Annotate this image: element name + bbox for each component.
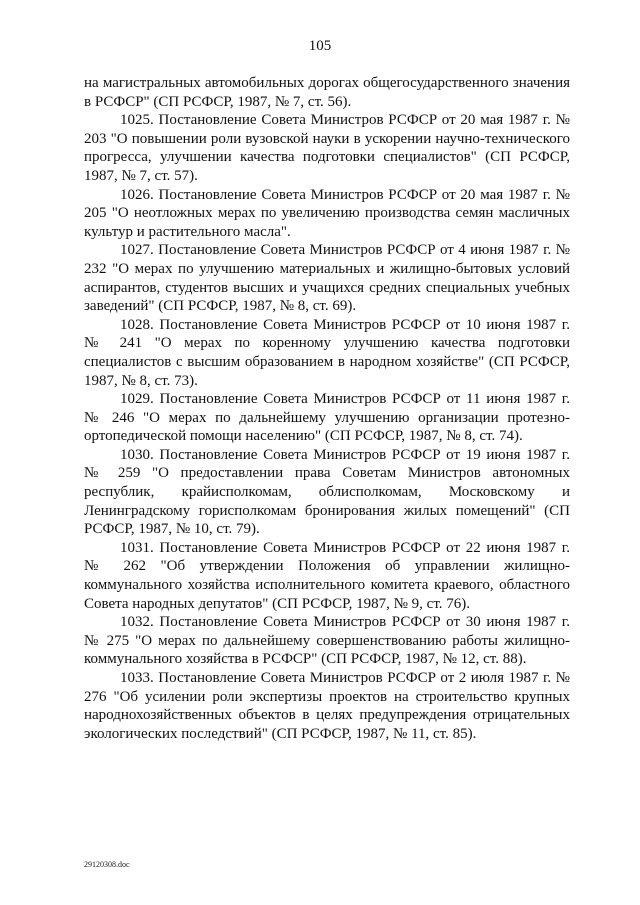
document-filename: 29120308.doc bbox=[84, 860, 130, 869]
paragraph-continuation: на магистральных автомобильных дорогах общегосударственного значения в РСФСР" (СП РСФСР, 1987, № 7, ст. 56). bbox=[84, 75, 570, 110]
entry-1027: 1027. Постановление Совета Министров РСФСР от 4 июня 1987 г. № 232 "О мерах по улучшению материальных и жилищно-бытовых условий аспирантов, студентов высших и учащихся средних специальных учебных заведений" (СП РСФСР, 1987, № 8, ст. 69). bbox=[84, 242, 570, 315]
document-body bbox=[84, 74, 570, 743]
entry-1032: 1032. Постановление Совета Министров РСФСР от 30 июня 1987 г. № 275 "О мерах по дальнейшему совершенствованию работы жилищно-коммунального хозяйства в РСФСР" (СП РСФСР, 1987, № 12, ст. 88). bbox=[84, 614, 570, 668]
entry-1025: 1025. Постановление Совета Министров РСФСР от 20 мая 1987 г. № 203 "О повышении роли вузовской науки в ускорении научно-технического прогресса, улучшении качества подготовки специалистов" (СП РСФСР, 1987, № 7, ст. 57). bbox=[84, 112, 570, 184]
entry-1031: 1031. Постановление Совета Министров РСФСР от 22 июня 1987 г. № 262 "Об утверждении Положения об управлении жилищно-коммунального хозяйства исполнительного комитета краевого, областного Совета народных депутатов" (СП РСФСР, 1987, № 9, ст. 76). bbox=[84, 539, 570, 612]
entry-1026: 1026. Постановление Совета Министров РСФСР от 20 мая 1987 г. № 205 "О неотложных мерах по увеличению производства семян масличных культур и растительного масла". bbox=[84, 186, 570, 240]
entry-1028: 1028. Постановление Совета Министров РСФСР от 10 июня 1987 г. № 241 "О мерах по коренному улучшению качества подготовки специалистов с высшим образованием в народном хозяйстве" (СП РСФСР, 1987, № 8, ст. 73). bbox=[84, 316, 570, 389]
page-number: 105 bbox=[308, 38, 332, 54]
entry-1033: 1033. Постановление Совета Министров РСФСР от 2 июля 1987 г. № 276 "Об усилении роли экспертизы проектов на строительство крупных народнохозяйственных объектов в целях предупреждения отрицательных экологических последствий" (СП РСФСР, 1987, № 11, ст. 85). bbox=[84, 670, 570, 742]
entry-1029: 1029. Постановление Совета Министров РСФСР от 11 июня 1987 г. № 246 "О мерах по дальнейшему улучшению организации протезно-ортопедической помощи населению" (СП РСФСР, 1987, № 8, ст. 74). bbox=[84, 391, 570, 445]
entry-1030: 1030. Постановление Совета Министров РСФСР от 19 июня 1987 г. № 259 "О предоставлении права Советам Министров автономных республик, крайисполкомам, облисполкомам, Московскому и Ленинградскому горисполкомам бронирования жилых помещений" (СП РСФСР, 1987, № 10, ст. 79). bbox=[84, 446, 570, 538]
